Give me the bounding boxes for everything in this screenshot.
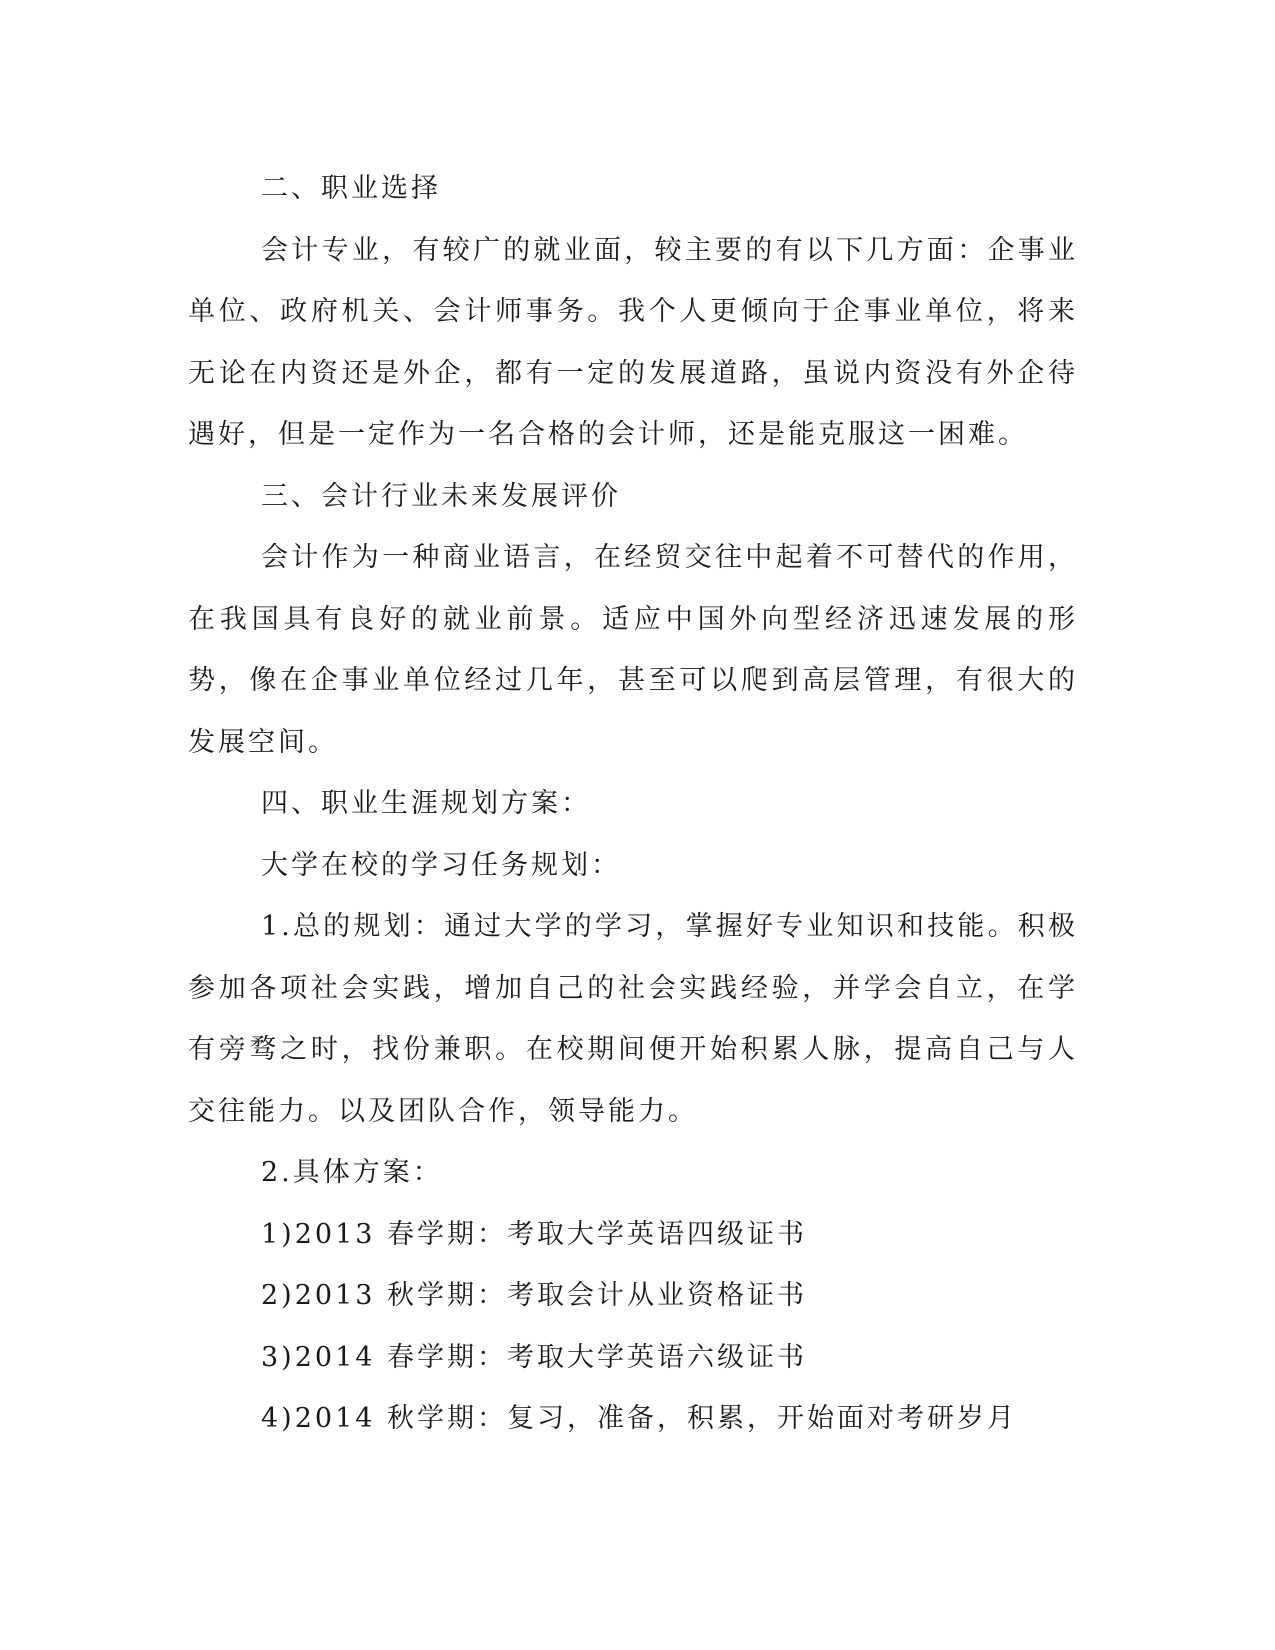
heading-career-choice: 二、职业选择: [261, 173, 441, 204]
list-item-plan-3: 3)2014 春学期：考取大学英语六级证书: [261, 1341, 808, 1373]
paragraph-career-choice: 会计专业，有较广的就业面，较主要的有以下几方面：企事业单位、政府机关、会计师事务。我个人更倾向于企事业单位，将来无论在内资还是外企，都有一定的发展道路，虽说内资没有外企待遇好，但是一定作为一名合格的会计师，还是能克服这一困难。: [188, 234, 1078, 450]
list-item-plan-2: 2)2013 秋学期：考取会计从业资格证书: [261, 1280, 808, 1311]
subheading-specific-plan: 2.具体方案：: [261, 1157, 443, 1188]
list-item-plan-4: 4)2014 秋学期：复习，准备，积累，开始面对考研岁月: [261, 1403, 1018, 1434]
document-body: [188, 158, 1078, 1450]
heading-career-plan: 四、职业生涯规划方案：: [261, 788, 591, 819]
list-item-plan-1: 1)2013 春学期：考取大学英语四级证书: [261, 1218, 808, 1250]
paragraph-industry-evaluation: 会计作为一种商业语言，在经贸交往中起着不可替代的作用，在我国具有良好的就业前景。适应中国外向型经济迅速发展的形势，像在企事业单位经过几年，甚至可以爬到高层管理，有很大的发展空间。: [188, 542, 1078, 758]
heading-industry-evaluation: 三、会计行业未来发展评价: [261, 480, 621, 512]
paragraph-overall-plan: 1.总的规划：通过大学的学习，掌握好专业知识和技能。积极参加各项社会实践，增加自己的社会实践经验，并学会自立，在学有旁骛之时，找份兼职。在校期间便开始积累人脉，提高自己与人交往能力。以及团队合作，领导能力。: [188, 911, 1078, 1127]
subheading-study-plan: 大学在校的学习任务规划：: [261, 849, 621, 881]
